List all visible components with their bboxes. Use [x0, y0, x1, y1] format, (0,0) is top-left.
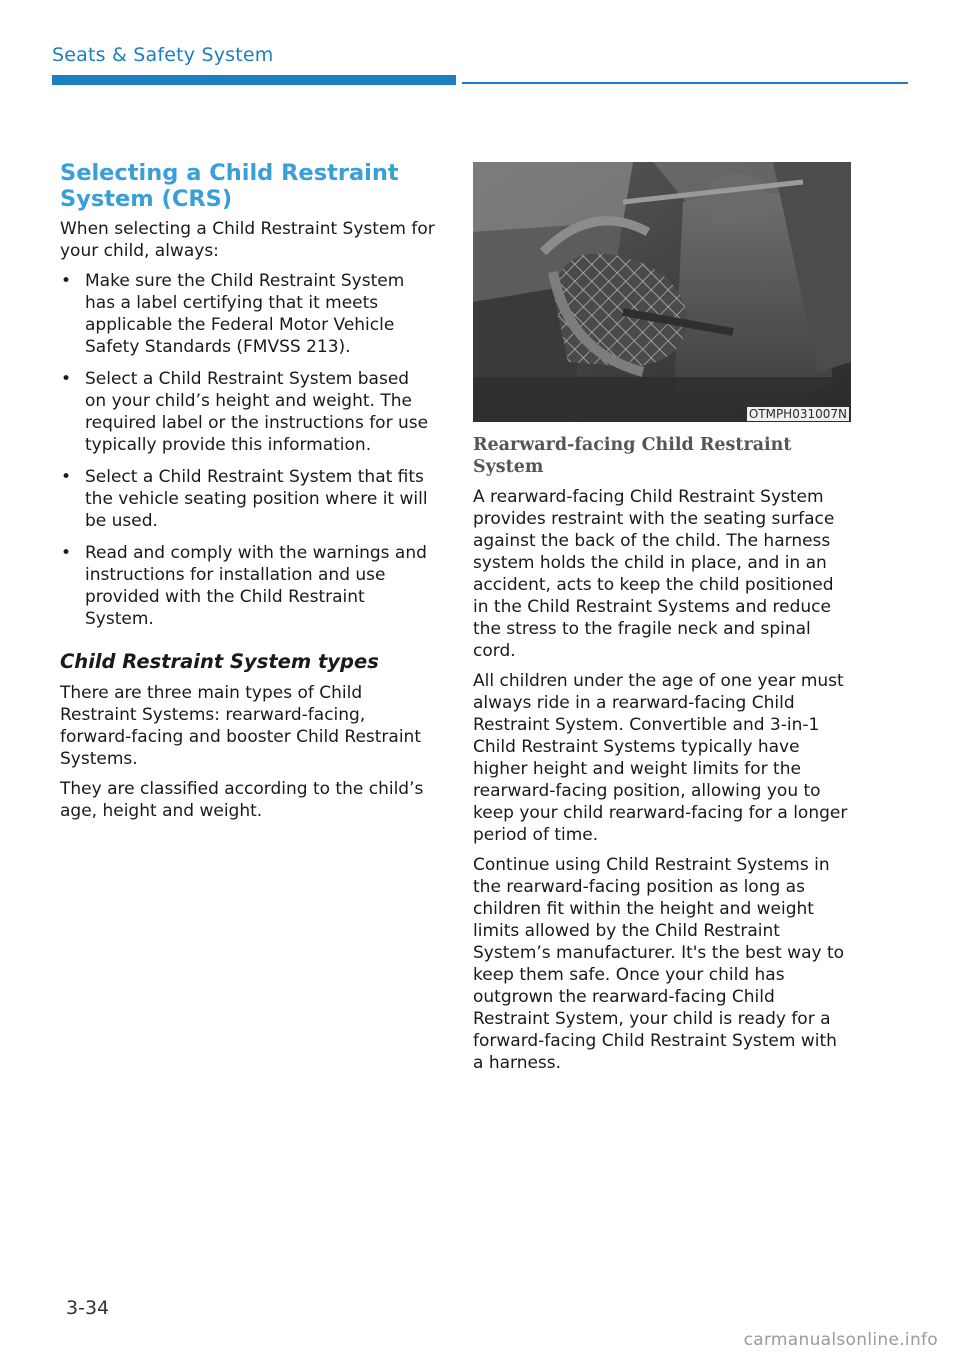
bullet-icon: • — [60, 271, 72, 291]
bullet-icon: • — [60, 543, 72, 563]
section-title-line2: System (CRS) — [60, 186, 233, 212]
left-column — [60, 160, 435, 830]
list-item-text: Make sure the Child Restraint System has a label certifying that it meets applicable the Federal Motor Vehicle Safety Standards (FMVSS 213). — [85, 271, 405, 357]
page-number: 3-34 — [66, 1297, 110, 1319]
list-item — [60, 270, 435, 358]
list-item-text: Select a Child Restraint System based on your child’s height and weight. The required label or the instructions for use typically provide this information. — [85, 369, 429, 455]
header-rule-thin — [462, 82, 908, 84]
list-item — [60, 368, 435, 456]
list-item — [60, 466, 435, 532]
rearward-facing-crs-photo — [473, 162, 851, 422]
figure-caption: Rearward-facing Child Restraint System — [473, 435, 792, 477]
types-paragraph-1: There are three main types of Child Restraint Systems: rearward-facing, forward-facing and booster Child Restraint Systems. — [60, 683, 421, 769]
car-seat-illustration — [473, 162, 851, 422]
types-paragraph-2: They are classified according to the child’s age, height and weight. — [60, 779, 424, 821]
bullet-icon: • — [60, 467, 72, 487]
rearward-paragraph-3: Continue using Child Restraint Systems in the rearward-facing position as long as children fit within the height and weight limits allowed by the Child Restraint System’s manufacturer. It's the best way to keep them safe. Once your child has outgrown the rearward-facing Child Restraint System, your child is ready for a forward-facing Child Restraint System with a harness. — [473, 855, 845, 1073]
intro-paragraph: When selecting a Child Restraint System for your child, always: — [60, 219, 435, 261]
section-title-line1: Selecting a Child Restraint — [60, 160, 399, 186]
bullet-icon: • — [60, 369, 72, 389]
selection-bullet-list — [60, 270, 435, 630]
rearward-paragraph-2: All children under the age of one year must always ride in a rearward-facing Child Restraint System. Convertible and 3-in-1 Child Restraint Systems typically have higher height and weight limits for the rearward-facing position, allowing you to keep your child rearward-facing for a longer period of time. — [473, 671, 848, 845]
list-item — [60, 542, 435, 630]
list-item-text: Read and comply with the warnings and instructions for installation and use provided with the Child Restraint System. — [85, 543, 427, 629]
site-watermark: carmanualsonline.info — [743, 1330, 938, 1350]
right-column — [473, 162, 851, 1082]
list-item-text: Select a Child Restraint System that fits the vehicle seating position where it will be used. — [85, 467, 428, 531]
figure-code: OTMPH031007N — [748, 407, 847, 421]
section-title — [60, 160, 435, 212]
header-rule-thick — [52, 75, 456, 85]
section-header-title: Seats & Safety System — [52, 44, 274, 66]
rearward-paragraph-1: A rearward-facing Child Restraint System provides restraint with the seating surface against the back of the child. The harness system holds the child in place, and in an accident, acts to keep the child positioned in the Child Restraint Systems and reduce the stress to the fragile neck and spinal cord. — [473, 487, 835, 661]
types-subheading: Child Restraint System types — [60, 650, 379, 673]
